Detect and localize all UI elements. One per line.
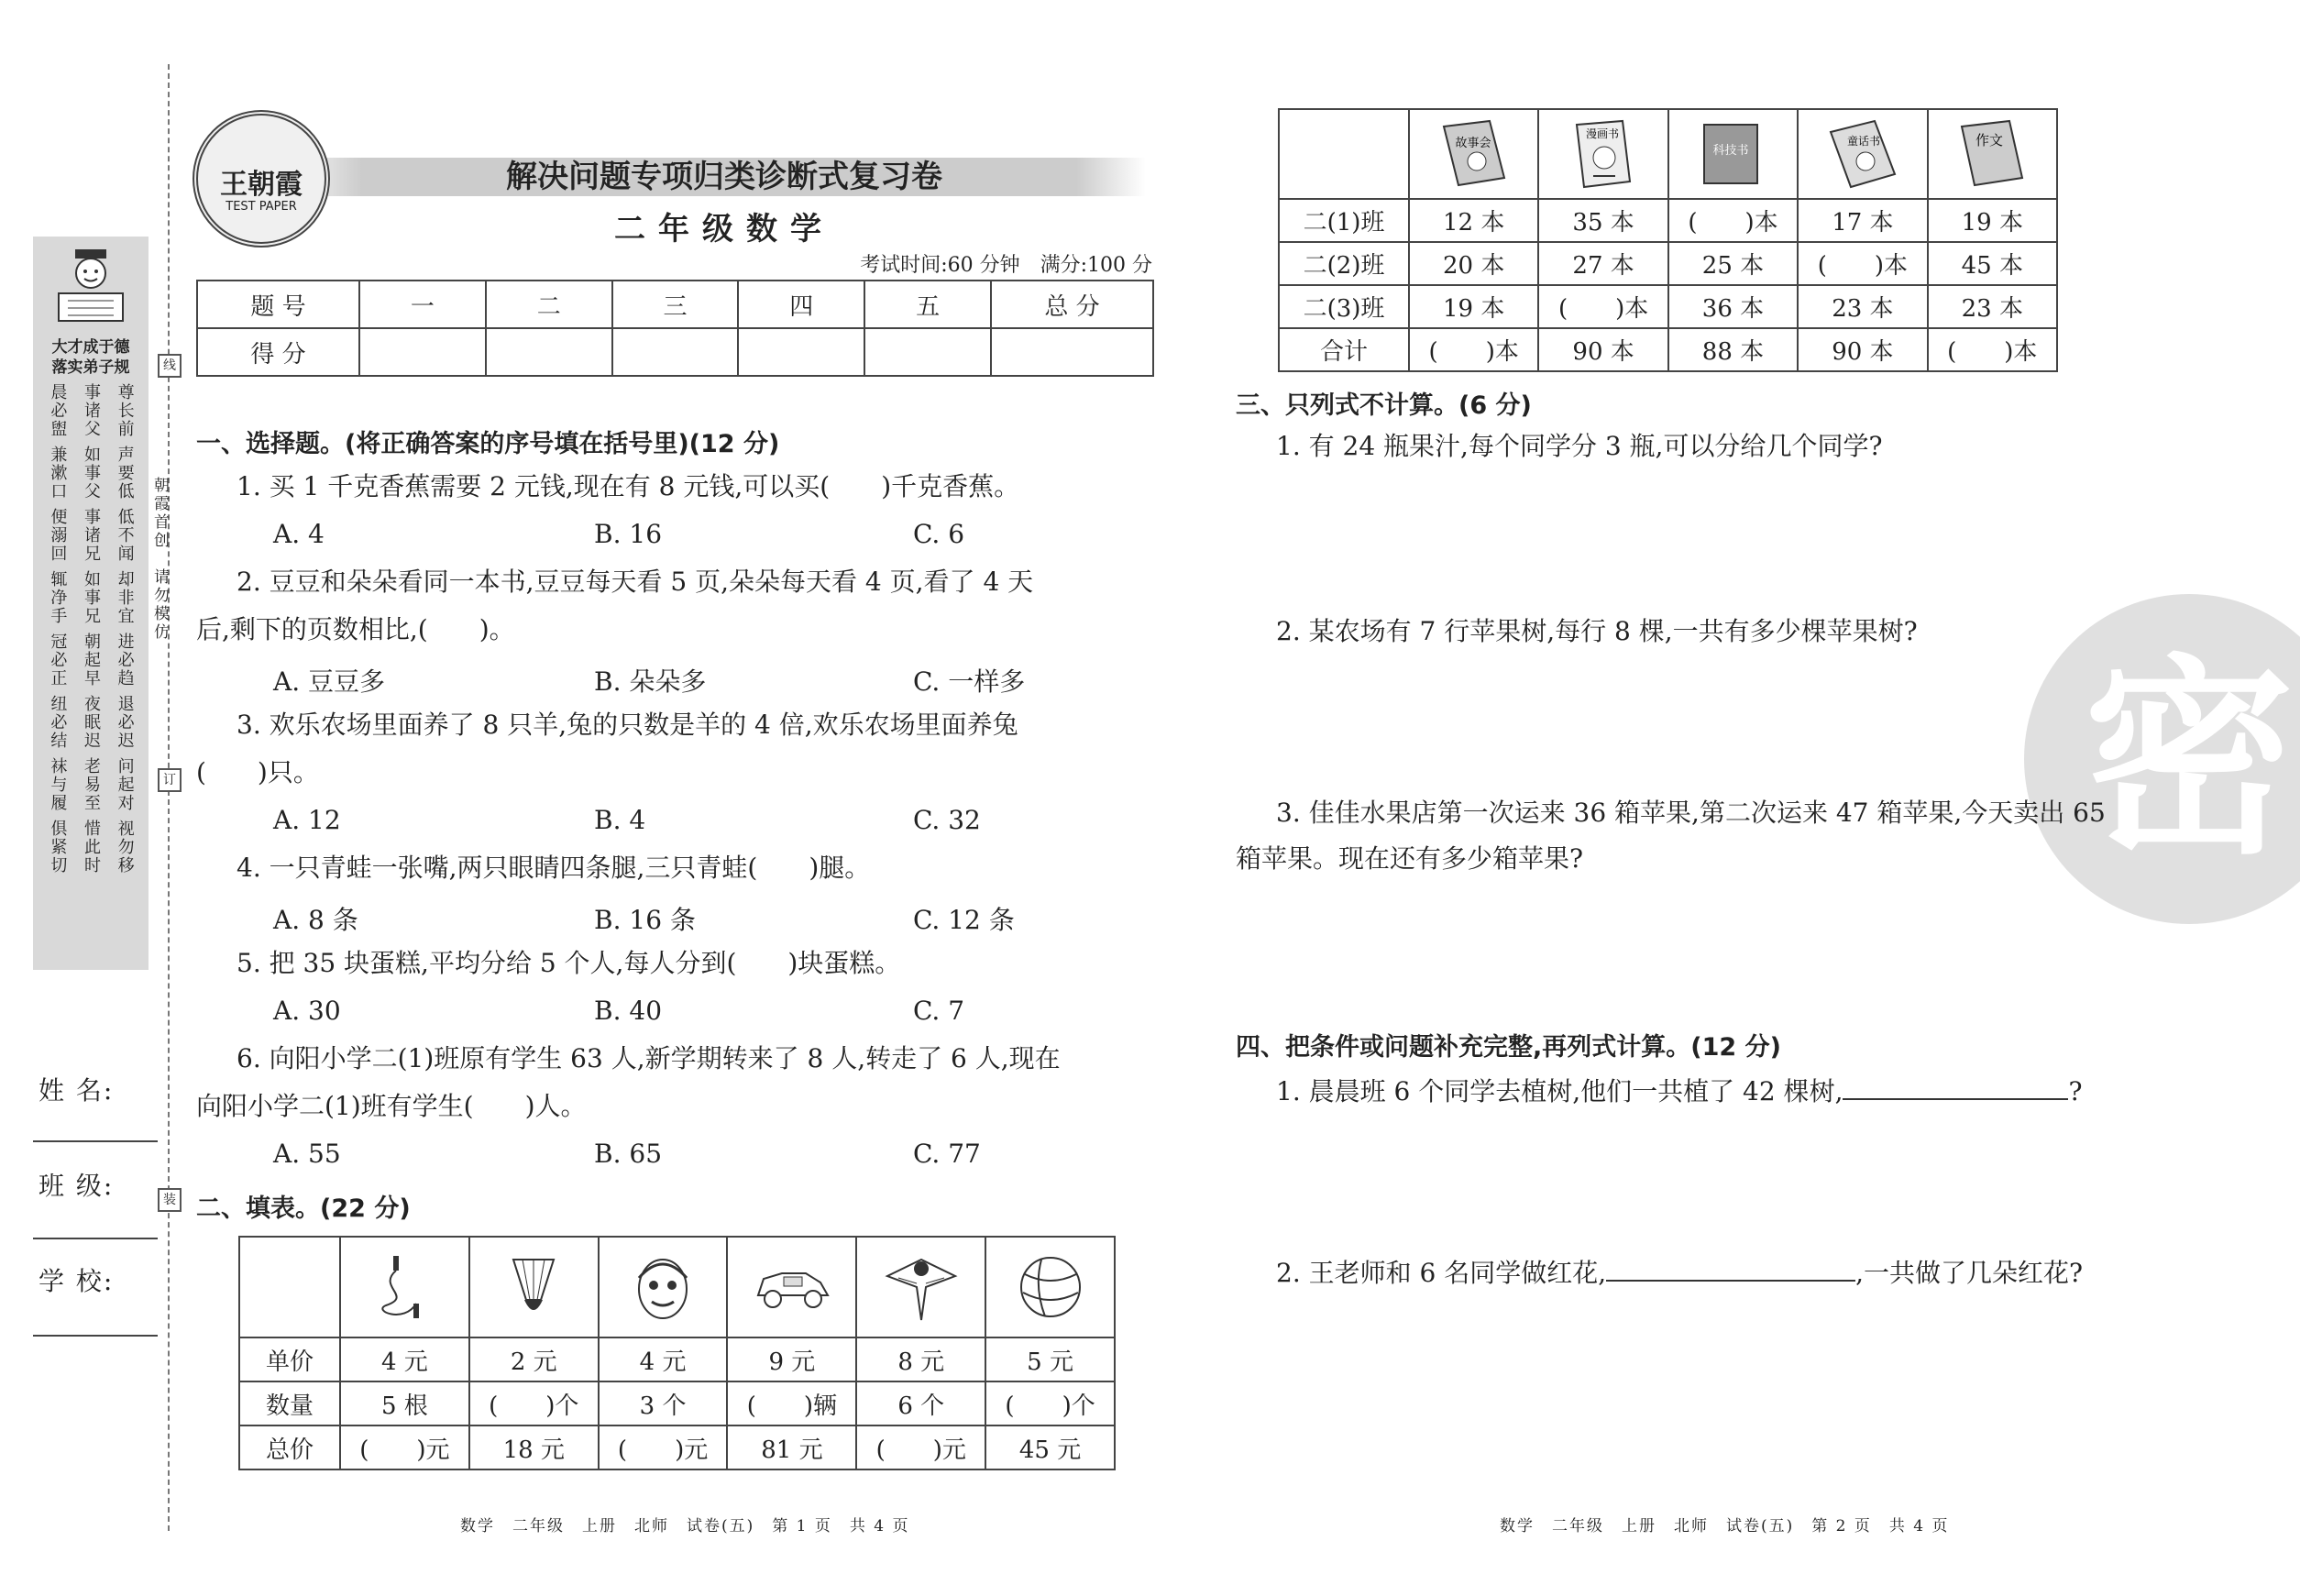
option-c[interactable]: C. 6 xyxy=(913,519,965,549)
question-2: 2. 某农场有 7 行苹果树,每行 8 棵,一共有多少棵苹果树? xyxy=(1276,616,1918,646)
answer-blank-cell[interactable]: ( )本 xyxy=(1668,199,1798,242)
score-header-row xyxy=(197,281,1153,328)
score-cell[interactable] xyxy=(991,328,1153,376)
shuttlecock-icon xyxy=(497,1250,570,1324)
question-3-cont: 箱苹果。现在还有多少箱苹果? xyxy=(1236,843,1584,874)
stamp-char: 密 xyxy=(2083,635,2294,883)
answer-blank-cell[interactable]: ( )本 xyxy=(1928,328,2057,371)
verse-column: 视勿移 xyxy=(115,820,135,875)
school-field[interactable] xyxy=(33,1335,158,1337)
side-panel xyxy=(33,237,149,970)
book-title: 漫画书 xyxy=(1586,127,1620,140)
score-header-cell: 总 分 xyxy=(991,281,1153,328)
row-label: 二(2)班 xyxy=(1279,242,1409,285)
section3-heading: 三、只列式不计算。(6 分) xyxy=(1236,391,1532,420)
verse-column: 问起对 xyxy=(115,757,135,812)
table-cell: 20 本 xyxy=(1409,242,1538,285)
score-header-cell: 三 xyxy=(612,281,739,328)
table-cell: 19 本 xyxy=(1928,199,2057,242)
brand-logo xyxy=(193,110,330,248)
score-cell[interactable] xyxy=(738,328,864,376)
class-row xyxy=(1279,199,2057,242)
option-b[interactable]: B. 朵朵多 xyxy=(594,666,707,697)
exam-info: 考试时间:60 分钟 满分:100 分 xyxy=(860,254,1152,277)
score-table xyxy=(196,280,1154,377)
verse-column: 事诸兄 xyxy=(81,508,101,563)
table-cell: 27 本 xyxy=(1538,242,1667,285)
table-cell: 35 本 xyxy=(1538,199,1667,242)
option-c[interactable]: C. 77 xyxy=(913,1139,981,1169)
section4-heading: 四、把条件或问题补充完整,再列式计算。(12 分) xyxy=(1236,1033,1781,1062)
school-label: 学 校: xyxy=(39,1266,115,1296)
option-a[interactable]: A. 12 xyxy=(273,805,341,835)
table-cell: 19 本 xyxy=(1409,285,1538,328)
table-cell: 5 元 xyxy=(985,1337,1115,1381)
table-cell: 90 本 xyxy=(1538,328,1667,371)
motto-line: 大才成于德 xyxy=(51,338,130,357)
option-a[interactable]: A. 4 xyxy=(273,519,325,549)
option-b[interactable]: B. 16 条 xyxy=(594,905,696,935)
option-c[interactable]: C. 32 xyxy=(913,805,981,835)
option-c[interactable]: C. 一样多 xyxy=(913,666,1026,697)
verse-column: 兼漱口 xyxy=(48,446,68,501)
answer-blank-cell[interactable]: ( )本 xyxy=(1798,242,1927,285)
table-cell: 88 本 xyxy=(1668,328,1798,371)
verse xyxy=(40,695,141,750)
option-c[interactable]: C. 12 条 xyxy=(913,905,1015,935)
verse-column: 晨必盥 xyxy=(48,383,68,438)
verse-column: 冠必正 xyxy=(48,633,68,688)
cut-mark: 订 xyxy=(158,768,182,792)
kite-icon xyxy=(880,1250,963,1324)
answer-blank-cell[interactable]: ( )个 xyxy=(985,1381,1115,1425)
quantity-row xyxy=(239,1381,1115,1425)
option-b[interactable]: B. 40 xyxy=(594,996,663,1026)
question-2-text: 2. 王老师和 6 名同学做红花, xyxy=(1276,1258,1607,1288)
score-cell[interactable] xyxy=(359,328,486,376)
table-cell: 90 本 xyxy=(1798,328,1927,371)
motto-line: 落实弟子规 xyxy=(51,358,130,377)
jump-rope-icon xyxy=(368,1250,441,1324)
verse-column: 俱紧切 xyxy=(48,820,68,875)
corner-cell xyxy=(239,1237,340,1337)
cut-mark: 线 xyxy=(158,354,182,378)
question-1 xyxy=(1276,1074,2082,1107)
question-3: 3. 佳佳水果店第一次运来 36 箱苹果,第二次运来 47 箱苹果,今天卖出 65 xyxy=(1276,798,2106,828)
table-cell: 6 个 xyxy=(856,1381,985,1425)
class-field[interactable] xyxy=(33,1238,158,1239)
verse-column: 事诸父 xyxy=(81,383,101,438)
verse xyxy=(40,820,141,875)
book-icon xyxy=(1564,117,1643,191)
answer-blank-cell[interactable]: ( )个 xyxy=(469,1381,599,1425)
table-cell: 4 元 xyxy=(340,1337,469,1381)
class-row xyxy=(1279,242,2057,285)
verse-column: 低不闻 xyxy=(115,508,135,563)
book-table xyxy=(1278,108,2058,372)
option-b[interactable]: B. 16 xyxy=(594,519,663,549)
book-icon xyxy=(1823,117,1902,191)
verse-column: 声要低 xyxy=(115,446,135,501)
book-icon xyxy=(1435,117,1513,191)
answer-blank[interactable] xyxy=(1843,1074,2068,1100)
ball-icon xyxy=(1014,1250,1087,1324)
item-picture-row xyxy=(239,1237,1115,1337)
verse-column: 退必迟 xyxy=(115,695,135,750)
cut-mark: 装 xyxy=(158,1188,182,1212)
verse xyxy=(40,446,141,501)
book-cell xyxy=(1668,109,1798,199)
table-cell: 23 本 xyxy=(1928,285,2057,328)
question-1: 1. 买 1 千克香蕉需要 2 元钱,现在有 8 元钱,可以买( )千克香蕉。 xyxy=(237,471,1020,501)
answer-blank-cell[interactable]: ( )元 xyxy=(856,1425,985,1469)
option-b[interactable]: B. 4 xyxy=(594,805,646,835)
question-6: 6. 向阳小学二(1)班原有学生 63 人,新学期转来了 8 人,转走了 6 人,现在 xyxy=(237,1043,1061,1073)
table-cell: 25 本 xyxy=(1668,242,1798,285)
name-field[interactable] xyxy=(33,1140,158,1142)
paper-title: 解决问题专项归类诊断式复习卷 xyxy=(506,159,942,195)
row-label: 二(1)班 xyxy=(1279,199,1409,242)
verse-column: 老易至 xyxy=(81,757,101,812)
table-cell: 45 元 xyxy=(985,1425,1115,1469)
verse-column: 纽必结 xyxy=(48,695,68,750)
table-cell: 2 元 xyxy=(469,1337,599,1381)
row-label: 二(3)班 xyxy=(1279,285,1409,328)
verse-column: 进必趋 xyxy=(115,633,135,688)
question-1-end: ? xyxy=(2068,1076,2083,1106)
book-cell xyxy=(1409,109,1538,199)
item-cell xyxy=(599,1237,728,1337)
section2-heading: 二、填表。(22 分) xyxy=(196,1194,411,1223)
verse-column: 却非宜 xyxy=(115,570,135,625)
question-1: 1. 有 24 瓶果汁,每个同学分 3 瓶,可以分给几个同学? xyxy=(1276,431,1883,461)
question-2-end: ,一共做了几朵红花? xyxy=(1855,1258,2084,1288)
score-row xyxy=(197,328,1153,376)
footer-left: 数学 二年级 上册 北师 试卷(五) 第 1 页 共 4 页 xyxy=(460,1517,910,1535)
verse-list xyxy=(40,383,141,875)
answer-blank[interactable] xyxy=(1606,1256,1855,1282)
verse-column: 如事兄 xyxy=(81,570,101,625)
book-title: 科技书 xyxy=(1712,144,1749,158)
unit-price-row xyxy=(239,1337,1115,1381)
table-cell: 3 个 xyxy=(599,1381,728,1425)
verse-column: 惜此时 xyxy=(81,820,101,875)
mask-icon xyxy=(626,1250,699,1324)
verse-column: 辄净手 xyxy=(48,570,68,625)
book-cell xyxy=(1798,109,1927,199)
verse-column: 如事父 xyxy=(81,446,101,501)
book-title: 故事会 xyxy=(1455,137,1491,150)
book-icon xyxy=(1693,117,1772,191)
book-cell xyxy=(1538,109,1667,199)
row-label: 单价 xyxy=(239,1337,340,1381)
item-cell xyxy=(727,1237,856,1337)
class-row xyxy=(1279,285,2057,328)
question-2: 2. 豆豆和朵朵看同一本书,豆豆每天看 5 页,朵朵每天看 4 页,看了 4 天 xyxy=(237,567,1034,597)
row-label: 合计 xyxy=(1279,328,1409,371)
option-b[interactable]: B. 65 xyxy=(594,1139,663,1169)
verse xyxy=(40,383,141,438)
price-table xyxy=(238,1236,1116,1470)
answer-blank-cell[interactable]: ( )元 xyxy=(599,1425,728,1469)
verse xyxy=(40,633,141,688)
verse-column: 朝起早 xyxy=(81,633,101,688)
binding-dashed-line xyxy=(168,64,170,1531)
answer-blank-cell[interactable]: ( )辆 xyxy=(727,1381,856,1425)
option-a[interactable]: A. 豆豆多 xyxy=(273,666,386,697)
question-3: 3. 欢乐农场里面养了 8 只羊,兔的只数是羊的 4 倍,欢乐农场里面养兔 xyxy=(237,710,1018,740)
score-cell[interactable] xyxy=(486,328,612,376)
scholar-mascot-icon xyxy=(50,246,132,328)
question-4: 4. 一只青蛙一张嘴,两只眼睛四条腿,三只青蛙( )腿。 xyxy=(237,853,871,883)
logo-subtext: TEST PAPER xyxy=(226,200,297,214)
score-header-cell: 一 xyxy=(359,281,486,328)
table-cell: 18 元 xyxy=(469,1425,599,1469)
question-3-cont: ( )只。 xyxy=(196,757,319,787)
section1-heading: 一、选择题。(将正确答案的序号填在括号里)(12 分) xyxy=(196,430,780,458)
corner-cell xyxy=(1279,109,1409,199)
verse-column: 袜与履 xyxy=(48,757,68,812)
footer-right: 数学 二年级 上册 北师 试卷(五) 第 2 页 共 4 页 xyxy=(1500,1517,1950,1535)
question-2-cont: 后,剩下的页数相比,( )。 xyxy=(196,614,515,644)
total-price-row xyxy=(239,1425,1115,1469)
table-cell: 45 本 xyxy=(1928,242,2057,285)
item-cell xyxy=(469,1237,599,1337)
table-cell: 17 本 xyxy=(1798,199,1927,242)
score-header-cell: 二 xyxy=(486,281,612,328)
table-cell: 4 元 xyxy=(599,1337,728,1381)
verse-column: 便溺回 xyxy=(48,508,68,563)
answer-blank-cell[interactable]: ( )本 xyxy=(1538,285,1667,328)
table-cell: 36 本 xyxy=(1668,285,1798,328)
row-label: 总价 xyxy=(239,1425,340,1469)
verse xyxy=(40,757,141,812)
table-cell: 12 本 xyxy=(1409,199,1538,242)
paper-subtitle: 二年级数学 xyxy=(614,211,834,248)
table-cell: 5 根 xyxy=(340,1381,469,1425)
score-cell[interactable] xyxy=(612,328,739,376)
score-cell[interactable] xyxy=(864,328,991,376)
confidential-stamp xyxy=(2024,594,2300,924)
option-c[interactable]: C. 7 xyxy=(913,996,965,1026)
side-note-original: 朝霞首创 xyxy=(150,477,169,550)
name-label: 姓 名: xyxy=(39,1075,115,1106)
score-row-label: 得 分 xyxy=(197,328,359,376)
table-cell: 8 元 xyxy=(856,1337,985,1381)
side-note-no-copy: 请勿模仿 xyxy=(150,568,169,642)
question-1-text: 1. 晨晨班 6 个同学去植树,他们一共植了 42 棵树, xyxy=(1276,1076,1843,1106)
answer-blank-cell[interactable]: ( )元 xyxy=(340,1425,469,1469)
book-title: 作文 xyxy=(1975,132,2004,149)
book-cell xyxy=(1928,109,2057,199)
table-cell: 81 元 xyxy=(727,1425,856,1469)
logo-text: 王朝霞 xyxy=(220,169,303,201)
option-a[interactable]: A. 55 xyxy=(273,1139,341,1169)
question-2 xyxy=(1276,1256,2083,1289)
item-cell xyxy=(340,1237,469,1337)
book-icon xyxy=(1953,117,2031,191)
option-a[interactable]: A. 30 xyxy=(273,996,341,1026)
score-header-cell: 五 xyxy=(864,281,991,328)
table-cell: 9 元 xyxy=(727,1337,856,1381)
table-cell: 23 本 xyxy=(1798,285,1927,328)
option-a[interactable]: A. 8 条 xyxy=(273,905,358,935)
book-picture-row xyxy=(1279,109,2057,199)
row-label: 数量 xyxy=(239,1381,340,1425)
verse-column: 尊长前 xyxy=(115,383,135,438)
verse xyxy=(40,570,141,625)
total-row xyxy=(1279,328,2057,371)
question-5: 5. 把 35 块蛋糕,平均分给 5 个人,每人分到( )块蛋糕。 xyxy=(237,948,901,978)
motto xyxy=(40,337,141,378)
verse xyxy=(40,508,141,563)
item-cell xyxy=(856,1237,985,1337)
toy-car-icon xyxy=(751,1255,833,1319)
class-label: 班 级: xyxy=(39,1171,115,1201)
item-cell xyxy=(985,1237,1115,1337)
verse-column: 夜眠迟 xyxy=(81,695,101,750)
score-header-cell: 题 号 xyxy=(197,281,359,328)
question-6-cont: 向阳小学二(1)班有学生( )人。 xyxy=(196,1091,587,1121)
score-header-cell: 四 xyxy=(738,281,864,328)
answer-blank-cell[interactable]: ( )本 xyxy=(1409,328,1538,371)
book-title: 童话书 xyxy=(1846,135,1880,148)
